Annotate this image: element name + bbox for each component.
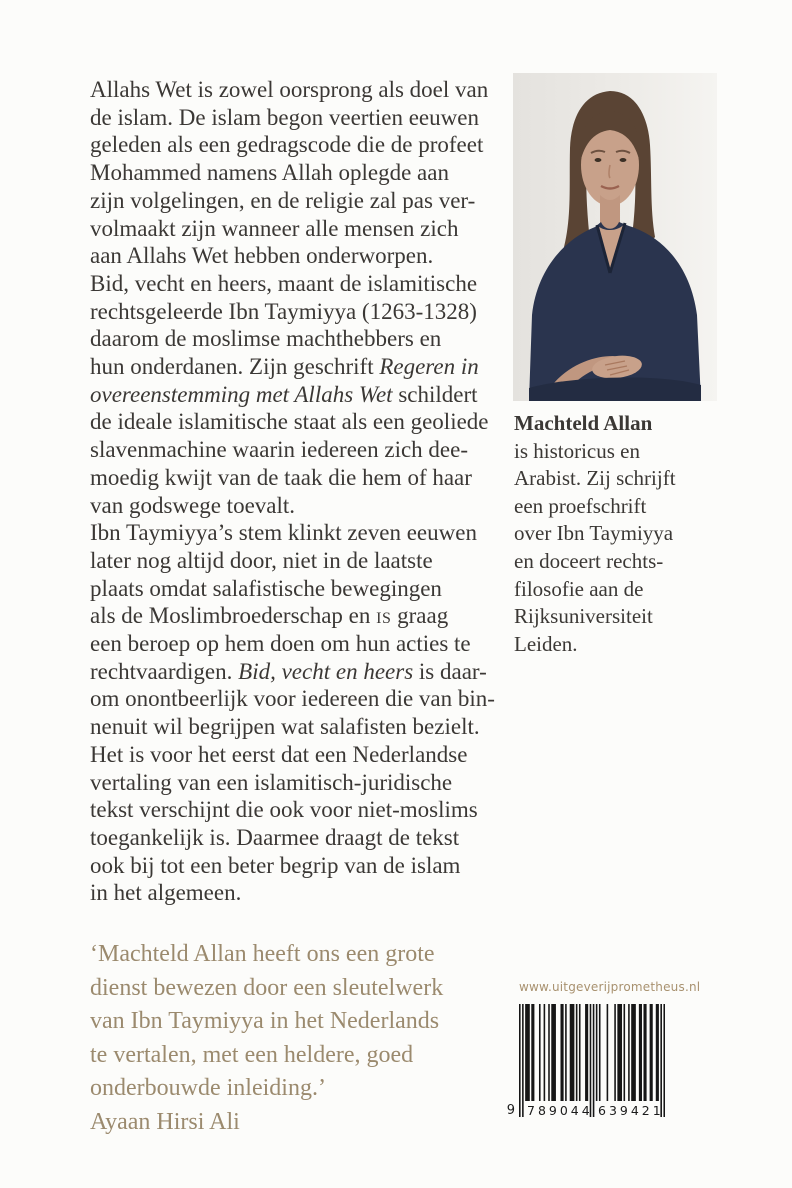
text-segment: Machteld Allan [514,411,653,435]
blurb-line [90,436,520,464]
author-photo-illustration [513,73,717,401]
text-segment: om onontbeerlijk voor iedereen die van bin- [90,686,495,712]
blurb-line [90,76,520,104]
text-segment: nenuit wil begrijpen wat salafisten bezielt. [90,714,480,740]
text-segment: slavenmachine waarin iedereen zich dee- [90,437,469,463]
isbn-barcode [505,1004,675,1136]
text-segment: Ibn Taymiyya’s stem klinkt zeven eeuwen [90,520,477,546]
text-segment: is daar- [413,658,487,684]
barcode-bar [607,1004,609,1101]
blurb-line [90,575,520,603]
bio-line [514,493,729,521]
text-segment: toegankelijk is. Daarmee draagt de tekst [90,824,460,850]
back-cover-blurb [90,76,520,907]
quote-line [90,938,530,972]
barcode-bar [624,1004,626,1101]
bio-line [514,603,729,631]
text-segment: overeenstemming met Allahs Wet [90,381,393,407]
bio-line [514,548,729,576]
blurb-line [90,325,520,353]
barcode-bar [593,1004,595,1117]
barcode-bar [614,1004,616,1101]
barcode-bar [579,1004,581,1101]
text-segment: te vertalen, met een heldere, goed [90,1041,414,1068]
text-segment: een beroep op hem doen om hun acties te [90,631,471,657]
blurb-line [90,131,520,159]
nose-line [609,165,610,178]
text-segment: van Ibn Taymiyya in het Nederlands [90,1008,440,1034]
quote-line [90,1039,530,1073]
blurb-line [90,353,520,381]
blurb-line [90,464,520,492]
text-segment: Regeren in [379,354,479,380]
barcode-bar [628,1004,630,1101]
text-segment: als de Moslimbroederschap en [90,603,377,629]
barcode-bar [522,1004,524,1117]
blurb-line [90,852,520,880]
text-segment: vertaling van een islamitisch-juridische [90,769,453,795]
barcode-bar [560,1004,563,1101]
barcode-bar [525,1004,530,1101]
bio-line [514,520,729,548]
text-segment: ook bij tot een beter begrip van de islam [90,852,461,878]
blurb-line [90,187,520,215]
text-segment: Bid, vecht en heers, maant de islamitische [90,270,478,296]
text-segment: Allahs Wet is zowel oorsprong als doel van [90,77,489,102]
text-segment: filosofie aan de [514,576,644,601]
barcode-bar [650,1004,653,1101]
text-segment: Het is voor het eerst dat een Nederlandse [90,741,468,767]
blurb-line [90,408,520,436]
text-segment: de ideale islamitische staat als een geoliede [90,409,489,435]
barcode-bar [551,1004,556,1101]
text-segment: rechtsgeleerde Ibn Taymiyya (1263-1328) [90,298,477,324]
quote-line [90,1005,530,1039]
barcode-bar [656,1004,659,1101]
bio-line [514,438,729,466]
text-segment: daarom de moslimse machthebbers en [90,326,442,352]
isbn-digit-first: 9 [506,1103,515,1118]
barcode-bar [585,1004,588,1101]
blurb-line [90,492,520,520]
barcode-bar [639,1004,642,1101]
blurb-line [90,824,520,852]
blurb-line [90,104,520,132]
text-segment: en doceert rechts- [514,548,664,573]
barcode-bar [590,1004,592,1117]
blurb-line [90,713,520,741]
barcode-bar [565,1004,567,1101]
text-segment: rechtvaardigen. [90,658,239,684]
bio-line [514,631,729,659]
endorsement-quote [90,938,530,1139]
blurb-line [90,270,520,298]
blurb-line [90,741,520,769]
quote-line [90,972,530,1006]
blurb-line [90,602,520,630]
blurb-line [90,769,520,797]
right-eye [620,158,627,162]
text-segment: onderbouwde inleiding.’ [90,1075,326,1101]
text-segment: hun onderdanen. Zijn geschrift [90,354,380,380]
text-segment: is [376,603,392,629]
text-segment: geleden als een gedragscode die de profeet [90,132,484,158]
barcode-bar [660,1004,662,1117]
quote-attribution: Ayaan Hirsi Ali [90,1108,240,1135]
text-segment: tekst verschijnt die ook voor niet-moslims [90,797,478,823]
blurb-line [90,658,520,686]
isbn-digits-left: 789044 [527,1103,593,1118]
blurb-line [90,519,520,547]
barcode-bar [576,1004,578,1101]
barcode-bar [617,1004,622,1101]
text-segment: Arabist. Zij schrijft [514,466,676,491]
text-segment: graag [391,603,449,629]
blurb-line [90,796,520,824]
bio-line [514,576,729,604]
text-segment: Bid, vecht en heers [238,658,414,684]
text-segment: Mohammed namens Allah oplegde aan [90,160,449,186]
blurb-line [90,381,520,409]
barcode-bar [531,1004,534,1101]
left-eye [595,158,602,162]
barcode-bar [663,1004,665,1117]
text-segment: zijn volgelingen, en de religie zal pas ver- [90,187,476,213]
barcode-bar [544,1004,546,1101]
text-segment: volmaakt zijn wanneer alle mensen zich [90,215,459,241]
text-segment: is historicus en [514,438,640,463]
text-segment: van godswege toevalt. [90,492,296,518]
text-segment: ‘Machteld Allan heeft ons een grote [90,941,435,967]
blurb-line [90,159,520,187]
blurb-line [90,879,520,907]
blurb-line [90,685,520,713]
text-segment: de islam. De islam begon veertien eeuwen [90,104,479,130]
bio-line [514,465,729,493]
blurb-line [90,298,520,326]
bio-line [514,410,729,438]
author-bio [514,410,729,658]
barcode-bar [539,1004,541,1101]
text-segment: moedig kwijt van de taak die hem of haar [90,464,472,490]
text-segment: Rijksuniversiteit [514,604,653,629]
isbn-digits-right: 639421 [598,1103,664,1118]
text-segment: aan Allahs Wet hebben onderworpen. [90,243,434,269]
barcode-bar [519,1004,521,1117]
text-segment: later nog altijd door, niet in de laatste [90,547,433,573]
text-segment: over Ibn Taymiyya [514,521,674,546]
barcode-bar [570,1004,575,1101]
barcode-bar [596,1004,598,1101]
barcode-bar [548,1004,550,1101]
quote-line [90,1072,530,1106]
barcode-bar [643,1004,646,1101]
blurb-line [90,242,520,270]
barcode-bars [519,1004,665,1117]
blurb-line [90,547,520,575]
barcode-bar [631,1004,636,1101]
text-segment: in het algemeen. [90,880,242,906]
text-segment: dienst bewezen door een sleutelwerk [90,974,444,1001]
publisher-url: www.uitgeverijprometheus.nl [519,980,701,994]
text-segment: een proefschrift [514,493,647,518]
blurb-line [90,215,520,243]
blurb-line [90,630,520,658]
text-segment: schildert [392,381,478,407]
author-photo [513,73,717,401]
text-segment: Leiden. [514,631,578,656]
text-segment: plaats omdat salafistische bewegingen [90,575,442,601]
barcode-bar [599,1004,601,1101]
